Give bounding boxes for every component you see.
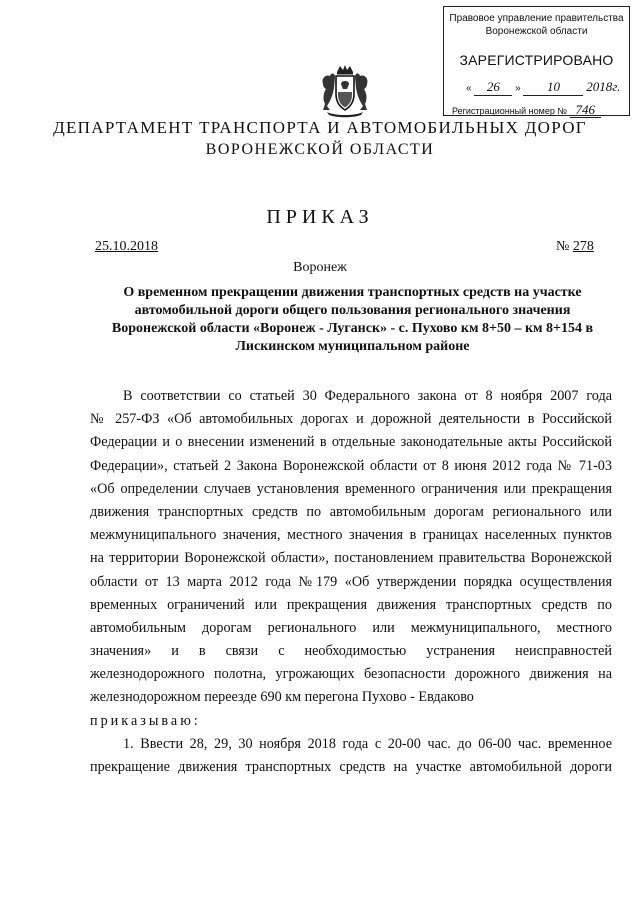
stamp-registered: ЗАРЕГИСТРИРОВАНО <box>459 52 614 68</box>
order-word: приказываю: <box>90 712 201 729</box>
item-1-line: прекращение движения транспортных средств на участке автомобильной дороги <box>90 759 612 775</box>
body-line: железнодорожного полотна, угрожающих безопасности дорожного движения на <box>90 666 612 683</box>
registration-stamp <box>443 6 630 116</box>
stamp-line-2: Воронежской области <box>485 26 588 37</box>
item-1-line: 1. Ввести 28, 29, 30 ноября 2018 года с 20-00 час. до 06-00 час. временное <box>123 735 612 752</box>
stamp-date-month: 10 <box>523 79 583 96</box>
order-number-value: 278 <box>572 239 594 254</box>
body-line: «Об определении случаев установления временного ограничения или прекращения <box>90 480 612 497</box>
department-title-line-1: ДЕПАРТАМЕНТ ТРАНСПОРТА И АВТОМОБИЛЬНЫХ ДОРОГ <box>53 118 587 137</box>
body-line: Федерации и о внесении изменений в отдельные законодательные акты Российской <box>90 434 612 451</box>
stamp-date-year: 2018г. <box>586 79 621 94</box>
coat-of-arms-icon <box>317 62 373 118</box>
body-line: В соответствии со статьей 30 Федерального закона от 8 ноября 2007 года <box>123 388 612 404</box>
order-heading-line: О временном прекращении движения транспортных средств на участке <box>123 285 582 300</box>
order-date: 25.10.2018 <box>95 239 158 254</box>
department-title-line-2: ВОРОНЕЖСКОЙ ОБЛАСТИ <box>205 141 435 158</box>
body-line: значения» и в связи с необходимостью устранения неисправностей <box>90 643 612 660</box>
body-line: межмуниципального значения, местного значения в границах населенных пунктов <box>90 527 612 544</box>
order-heading-line: Лискинском муниципальном районе <box>235 339 470 354</box>
body-line: железнодорожном переезде 690 км перегона Пухово - Евдаково <box>90 689 474 706</box>
order-body <box>90 385 612 779</box>
document-type-title: ПРИКАЗ <box>266 206 374 228</box>
body-line: временных ограничений или прекращения движения транспортных средств по <box>90 596 612 613</box>
order-number <box>556 239 594 255</box>
body-line: автомобильным дорогам регионального или межмуниципального, местного <box>90 619 612 636</box>
stamp-date <box>466 79 620 96</box>
stamp-line-1: Правовое управление правительства <box>449 13 624 24</box>
order-number-prefix: № <box>556 239 570 254</box>
body-line: движения транспортных средств по автомобильным дорогам регионального или <box>90 503 612 520</box>
order-heading <box>95 284 610 356</box>
stamp-date-day: 26 <box>474 79 512 96</box>
order-heading-line: Воронежской области «Воронеж - Луганск» - с. Пухово км 8+50 – км 8+154 в <box>111 321 594 336</box>
body-line: № 257-ФЗ «Об автомобильных дорогах и дорожной деятельности в Российской <box>90 411 612 428</box>
stamp-date-close-quote: » <box>515 83 521 94</box>
order-heading-line: автомобильной дороги общего пользования регионального значения <box>134 303 571 318</box>
body-line: области от 13 марта 2012 года №179 «Об утверждении порядка осуществления <box>90 573 612 590</box>
stamp-reg-number-label: Регистрационный номер № <box>452 106 568 116</box>
stamp-reg-number-value: 746 <box>570 102 602 118</box>
body-line: Федерации», статьей 2 Закона Воронежской области от 8 июня 2012 года № 71-03 <box>90 457 612 474</box>
body-line: на территории Воронежской области», постановлением правительства Воронежской <box>90 550 612 567</box>
order-city: Воронеж <box>293 260 347 275</box>
stamp-date-open-quote: « <box>466 83 472 94</box>
stamp-reg-number <box>452 102 601 118</box>
